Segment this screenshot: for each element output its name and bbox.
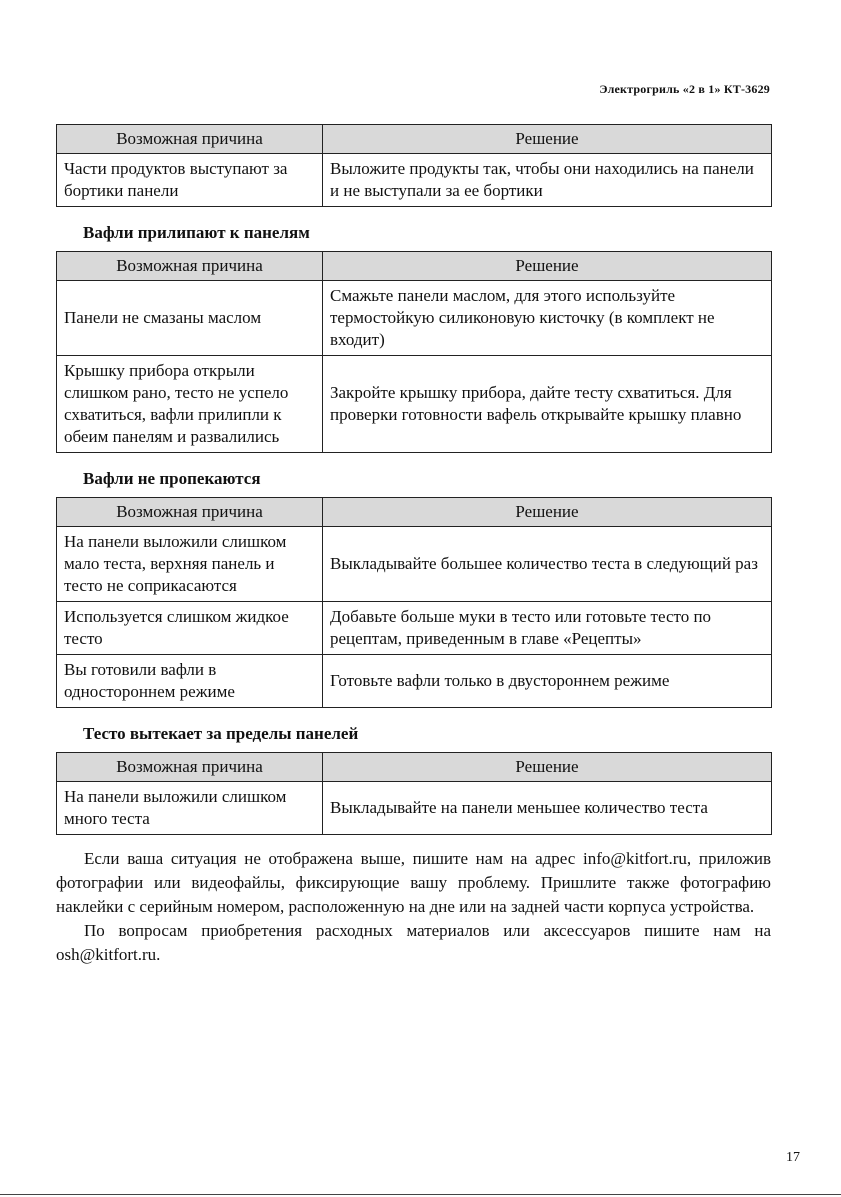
page-header: Электрогриль «2 в 1» КТ-3629 — [599, 82, 770, 96]
cause-cell: Части продуктов выступают за бортики панели — [57, 154, 323, 207]
table-header-row — [57, 498, 772, 527]
page-number: 17 — [786, 1150, 800, 1165]
cause-cell: Панели не смазаны маслом — [57, 281, 323, 356]
column-header-cause: Возможная причина — [57, 753, 323, 782]
solution-cell: Выкладывайте на панели меньшее количество теста — [323, 782, 772, 835]
table-row — [57, 281, 772, 356]
troubleshooting-table-1 — [56, 124, 772, 207]
page-content — [56, 124, 771, 967]
cause-cell: Крышку прибора открыли слишком рано, тесто не успело схватиться, вафли прилипли к обеим панелям и развалились — [57, 356, 323, 453]
table-row — [57, 655, 772, 708]
column-header-solution: Решение — [323, 753, 772, 782]
section-title: Вафли не пропекаются — [83, 469, 261, 488]
solution-cell: Закройте крышку прибора, дайте тесту схватиться. Для проверки готовности вафель открывайте крышку плавно — [323, 356, 772, 453]
column-header-cause: Возможная причина — [57, 125, 323, 154]
solution-cell: Выкладывайте большее количество теста в следующий раз — [323, 527, 772, 602]
troubleshooting-table-4 — [56, 752, 772, 835]
contact-paragraph: Если ваша ситуация не отображена выше, пишите нам на адрес info@kitfort.ru, приложив фотографии или видеофайлы, фиксирующие вашу проблему. Пришлите также фотографию наклейки с серийным номером, расположенную на дне или на задней части корпуса устройства. — [56, 849, 771, 916]
solution-cell: Смажьте панели маслом, для этого используйте термостойкую силиконовую кисточку (в комплект не входит) — [323, 281, 772, 356]
page-bottom-divider — [0, 1194, 841, 1195]
column-header-solution: Решение — [323, 252, 772, 281]
contact-paragraphs — [56, 847, 771, 967]
cause-cell: Вы готовили вафли в одностороннем режиме — [57, 655, 323, 708]
table-header-row — [57, 753, 772, 782]
table-row — [57, 356, 772, 453]
solution-cell: Добавьте больше муки в тесто или готовьте тесто по рецептам, приведенным в главе «Рецепты» — [323, 602, 772, 655]
solution-cell: Готовьте вафли только в двустороннем режиме — [323, 655, 772, 708]
cause-cell: На панели выложили слишком мало теста, верхняя панель и тесто не соприкасаются — [57, 527, 323, 602]
table-row — [57, 154, 772, 207]
troubleshooting-table-3 — [56, 497, 772, 708]
section-title: Вафли прилипают к панелям — [83, 223, 310, 242]
table-row — [57, 602, 772, 655]
table-row — [57, 782, 772, 835]
column-header-cause: Возможная причина — [57, 252, 323, 281]
troubleshooting-table-2 — [56, 251, 772, 453]
column-header-cause: Возможная причина — [57, 498, 323, 527]
column-header-solution: Решение — [323, 498, 772, 527]
accessories-paragraph: По вопросам приобретения расходных материалов или аксессуаров пишите нам на osh@kitfort.ru. — [56, 921, 771, 964]
column-header-solution: Решение — [323, 125, 772, 154]
table-header-row — [57, 125, 772, 154]
solution-cell: Выложите продукты так, чтобы они находились на панели и не выступали за ее бортики — [323, 154, 772, 207]
cause-cell: Используется слишком жидкое тесто — [57, 602, 323, 655]
cause-cell: На панели выложили слишком много теста — [57, 782, 323, 835]
table-header-row — [57, 252, 772, 281]
section-title: Тесто вытекает за пределы панелей — [83, 724, 359, 743]
table-row — [57, 527, 772, 602]
